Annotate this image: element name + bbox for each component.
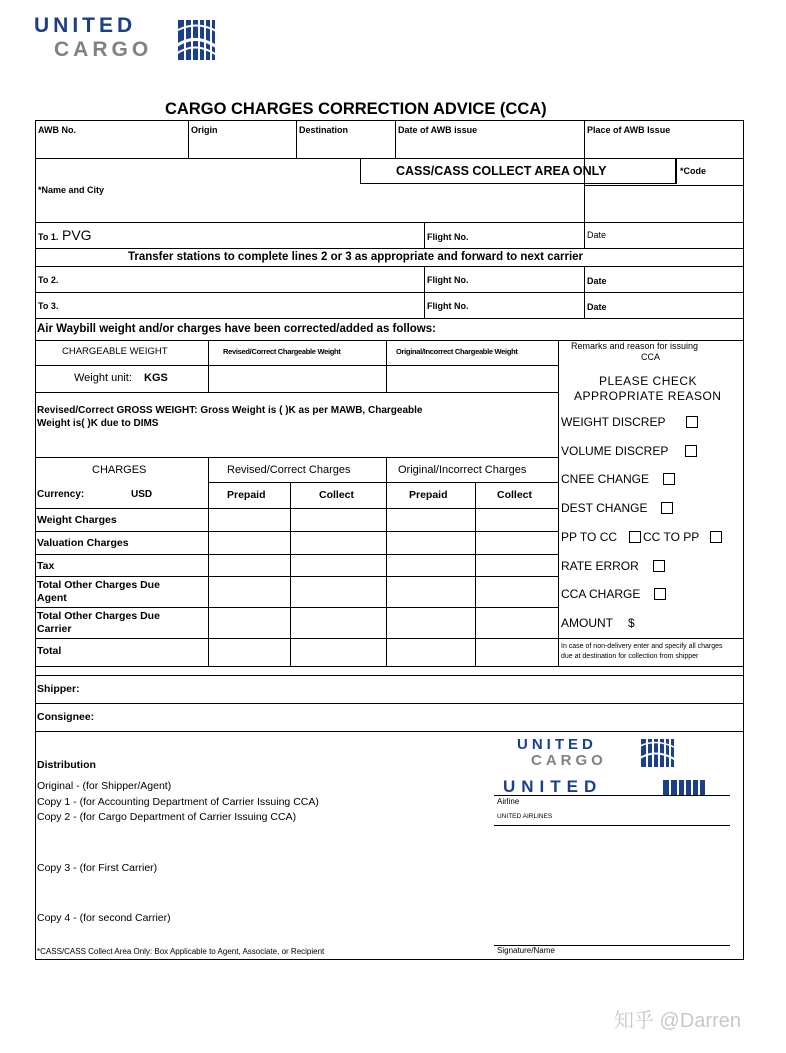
to2-label: To 2. bbox=[38, 275, 59, 285]
weight-discrep-checkbox[interactable] bbox=[686, 416, 698, 428]
airline-value: UNITED AIRLINES bbox=[497, 813, 553, 820]
copy-3: Copy 3 - (for First Carrier) bbox=[37, 862, 158, 874]
name-city-label: *Name and City bbox=[38, 185, 105, 195]
revised-prepaid-heading: Prepaid bbox=[227, 489, 266, 501]
transfer-note: Transfer stations to complete lines 2 or 3 as appropriate and forward to next carrier bbox=[128, 251, 584, 263]
amount-symbol: $ bbox=[628, 616, 635, 630]
weight-unit-value: KGS bbox=[144, 372, 168, 384]
reason-cc-to-pp: CC TO PP bbox=[643, 530, 700, 544]
corrected-note: Air Waybill weight and/or charges have been corrected/added as follows: bbox=[37, 323, 436, 335]
copy-original: Original - (for Shipper/Agent) bbox=[37, 780, 172, 792]
remarks-heading-line2: CCA bbox=[641, 352, 661, 362]
valuation-charges-label: Valuation Charges bbox=[37, 537, 129, 549]
reason-volume-discrep: VOLUME DISCREP bbox=[561, 444, 669, 458]
to2-date-label: Date bbox=[587, 276, 607, 286]
awb-no-label: AWB No. bbox=[38, 125, 76, 135]
please-check-line2: APPROPRIATE REASON bbox=[574, 389, 722, 403]
airline-label: Airline bbox=[497, 797, 520, 806]
logo-line2: CARGO bbox=[54, 38, 153, 61]
distribution-heading: Distribution bbox=[37, 759, 96, 771]
currency-label: Currency: bbox=[37, 489, 85, 500]
copy-4: Copy 4 - (for second Carrier) bbox=[37, 912, 171, 924]
tax-label: Tax bbox=[37, 560, 55, 572]
original-chargeable-heading: Original/Incorrect Chargeable Weight bbox=[396, 347, 518, 356]
weight-charges-label: Weight Charges bbox=[37, 514, 117, 526]
cass-area-label: CASS/CASS COLLECT AREA ONLY bbox=[396, 164, 607, 178]
united-cargo-logo-small bbox=[517, 736, 682, 770]
remarks-heading-line1: Remarks and reason for issuing bbox=[571, 341, 699, 351]
globe-icon bbox=[639, 738, 677, 768]
dest-change-checkbox[interactable] bbox=[661, 502, 673, 514]
currency-value: USD bbox=[131, 489, 153, 500]
logo2-line1: UNITED bbox=[517, 736, 597, 753]
reason-rate-error: RATE ERROR bbox=[561, 559, 639, 573]
nondelivery-line2: due at destination for collection from shipper bbox=[561, 653, 699, 660]
to3-label: To 3. bbox=[38, 301, 59, 311]
volume-discrep-checkbox[interactable] bbox=[685, 445, 697, 457]
due-agent-line2: Agent bbox=[37, 592, 67, 604]
signature-label: Signature/Name bbox=[497, 946, 555, 955]
to2-flight-label: Flight No. bbox=[427, 275, 469, 285]
watermark: 知乎 @Darren bbox=[614, 1010, 741, 1032]
date-of-awb-label: Date of AWB issue bbox=[398, 125, 478, 135]
origin-label: Origin bbox=[191, 125, 218, 135]
globe-icon bbox=[661, 779, 711, 795]
due-carrier-line1: Total Other Charges Due bbox=[37, 610, 160, 622]
cnee-change-checkbox[interactable] bbox=[663, 473, 675, 485]
total-label: Total bbox=[37, 645, 62, 657]
copy-1: Copy 1 - (for Accounting Department of Carrier Issuing CCA) bbox=[37, 796, 319, 808]
reason-pp-to-cc: PP TO CC bbox=[561, 530, 618, 544]
weight-unit-label: Weight unit: bbox=[74, 372, 132, 384]
pp-to-cc-checkbox[interactable] bbox=[629, 531, 641, 543]
logo3-line1: UNITED bbox=[503, 777, 603, 795]
gross-weight-line1: Revised/Correct GROSS WEIGHT: Gross Weight is ( )K as per MAWB, Chargeable bbox=[37, 405, 423, 416]
nondelivery-line1: In case of non-delivery enter and specify all charges bbox=[561, 643, 723, 650]
amount-label: AMOUNT bbox=[561, 616, 613, 630]
logo-line1: UNITED bbox=[34, 14, 137, 37]
to1-label: To 1. bbox=[38, 232, 59, 242]
page-title: CARGO CHARGES CORRECTION ADVICE (CCA) bbox=[165, 100, 547, 118]
please-check-line1: PLEASE CHECK bbox=[599, 374, 698, 388]
logo2-line2: CARGO bbox=[531, 752, 607, 769]
due-agent-line1: Total Other Charges Due bbox=[37, 579, 160, 591]
destination-label: Destination bbox=[299, 125, 349, 135]
globe-icon bbox=[174, 18, 220, 62]
charges-heading: CHARGES bbox=[92, 464, 147, 476]
consignee-label: Consignee: bbox=[37, 711, 95, 723]
due-carrier-line2: Carrier bbox=[37, 623, 72, 635]
code-label: *Code bbox=[680, 166, 707, 176]
original-collect-heading: Collect bbox=[497, 489, 533, 501]
rate-error-checkbox[interactable] bbox=[653, 560, 665, 572]
revised-chargeable-heading: Revised/Correct Chargeable Weight bbox=[223, 347, 341, 356]
to3-date-label: Date bbox=[587, 302, 607, 312]
to3-flight-label: Flight No. bbox=[427, 301, 469, 311]
to1-flight-label: Flight No. bbox=[427, 232, 469, 242]
shipper-label: Shipper: bbox=[37, 683, 80, 695]
copy-2: Copy 2 - (for Cargo Department of Carrier Issuing CCA) bbox=[37, 811, 297, 823]
united-cargo-logo bbox=[30, 14, 230, 64]
to1-value: PVG bbox=[62, 227, 92, 243]
cc-to-pp-checkbox[interactable] bbox=[710, 531, 722, 543]
revised-charges-heading: Revised/Correct Charges bbox=[227, 464, 351, 476]
to1-date-label: Date bbox=[587, 230, 607, 240]
original-charges-heading: Original/Incorrect Charges bbox=[398, 464, 527, 476]
reason-dest-change: DEST CHANGE bbox=[561, 501, 648, 515]
reason-cnee-change: CNEE CHANGE bbox=[561, 472, 650, 486]
cass-footnote: *CASS/CASS Collect Area Only: Box Applicable to Agent, Associate, or Recipient bbox=[37, 947, 325, 956]
reason-weight-discrep: WEIGHT DISCREP bbox=[561, 415, 666, 429]
chargeable-weight-heading: CHARGEABLE WEIGHT bbox=[62, 346, 168, 357]
place-of-awb-label: Place of AWB Issue bbox=[587, 125, 671, 135]
united-logo-partial bbox=[501, 777, 716, 795]
revised-collect-heading: Collect bbox=[319, 489, 355, 501]
original-prepaid-heading: Prepaid bbox=[409, 489, 448, 501]
cca-charge-checkbox[interactable] bbox=[654, 588, 666, 600]
gross-weight-line2: Weight is( )K due to DIMS bbox=[37, 418, 159, 429]
reason-cca-charge: CCA CHARGE bbox=[561, 587, 641, 601]
